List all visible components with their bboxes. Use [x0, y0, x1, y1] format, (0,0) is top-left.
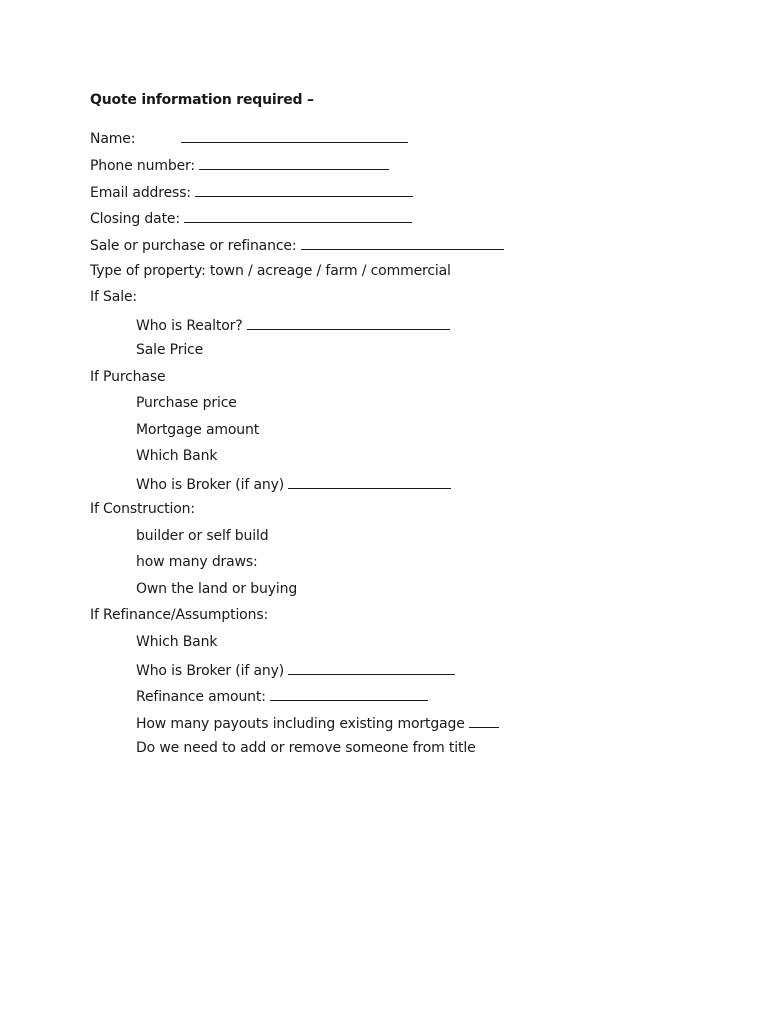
which-bank-label: Which Bank: [136, 448, 218, 464]
name-row: [90, 128, 408, 148]
email-row: [90, 182, 413, 202]
closing-date-row: [90, 208, 412, 228]
form-title: Quote information required –: [90, 92, 314, 108]
phone-label: Phone number:: [90, 158, 195, 174]
mortgage-amount-label: Mortgage amount: [136, 422, 260, 438]
email-field[interactable]: [195, 182, 413, 197]
if-purchase-heading: If Purchase: [90, 369, 166, 385]
sale-price-label: Sale Price: [136, 342, 204, 358]
payouts-label: How many payouts including existing mortgage: [136, 716, 465, 732]
property-type-row: [90, 262, 451, 280]
refinance-amount-row: [136, 686, 428, 706]
name-label: Name:: [90, 131, 136, 147]
sale-purchase-row: [90, 235, 504, 255]
land-label: Own the land or buying: [136, 581, 298, 597]
purchase-broker-row: [136, 474, 451, 494]
refinance-broker-row: [136, 660, 455, 680]
name-field[interactable]: [181, 128, 408, 143]
draws-label: how many draws:: [136, 554, 258, 570]
refinance-amount-field[interactable]: [270, 686, 428, 701]
purchase-price-label: Purchase price: [136, 395, 237, 411]
payouts-row: [136, 713, 499, 733]
realtor-row: [136, 315, 450, 335]
builder-label: builder or self build: [136, 528, 269, 544]
sale-purchase-field[interactable]: [301, 235, 504, 250]
refinance-amount-label: Refinance amount:: [136, 689, 266, 705]
realtor-field[interactable]: [247, 315, 450, 330]
realtor-label: Who is Realtor?: [136, 318, 243, 334]
phone-field[interactable]: [199, 155, 389, 170]
email-label: Email address:: [90, 185, 191, 201]
sale-purchase-label: Sale or purchase or refinance:: [90, 238, 297, 254]
if-refinance-heading: If Refinance/Assumptions:: [90, 607, 269, 623]
closing-date-label: Closing date:: [90, 211, 180, 227]
refinance-broker-label: Who is Broker (if any): [136, 663, 285, 679]
if-construction-heading: If Construction:: [90, 501, 195, 517]
payouts-field[interactable]: [469, 713, 499, 728]
purchase-broker-label: Who is Broker (if any): [136, 477, 285, 493]
purchase-broker-field[interactable]: [288, 474, 451, 489]
property-type-text: Type of property: town / acreage / farm / commercial: [90, 263, 451, 279]
phone-row: [90, 155, 389, 175]
refinance-broker-field[interactable]: [288, 660, 455, 675]
if-sale-heading: If Sale:: [90, 289, 137, 305]
title-change-label: Do we need to add or remove someone from title: [136, 740, 476, 756]
closing-date-field[interactable]: [184, 208, 412, 223]
refinance-which-bank-label: Which Bank: [136, 634, 218, 650]
